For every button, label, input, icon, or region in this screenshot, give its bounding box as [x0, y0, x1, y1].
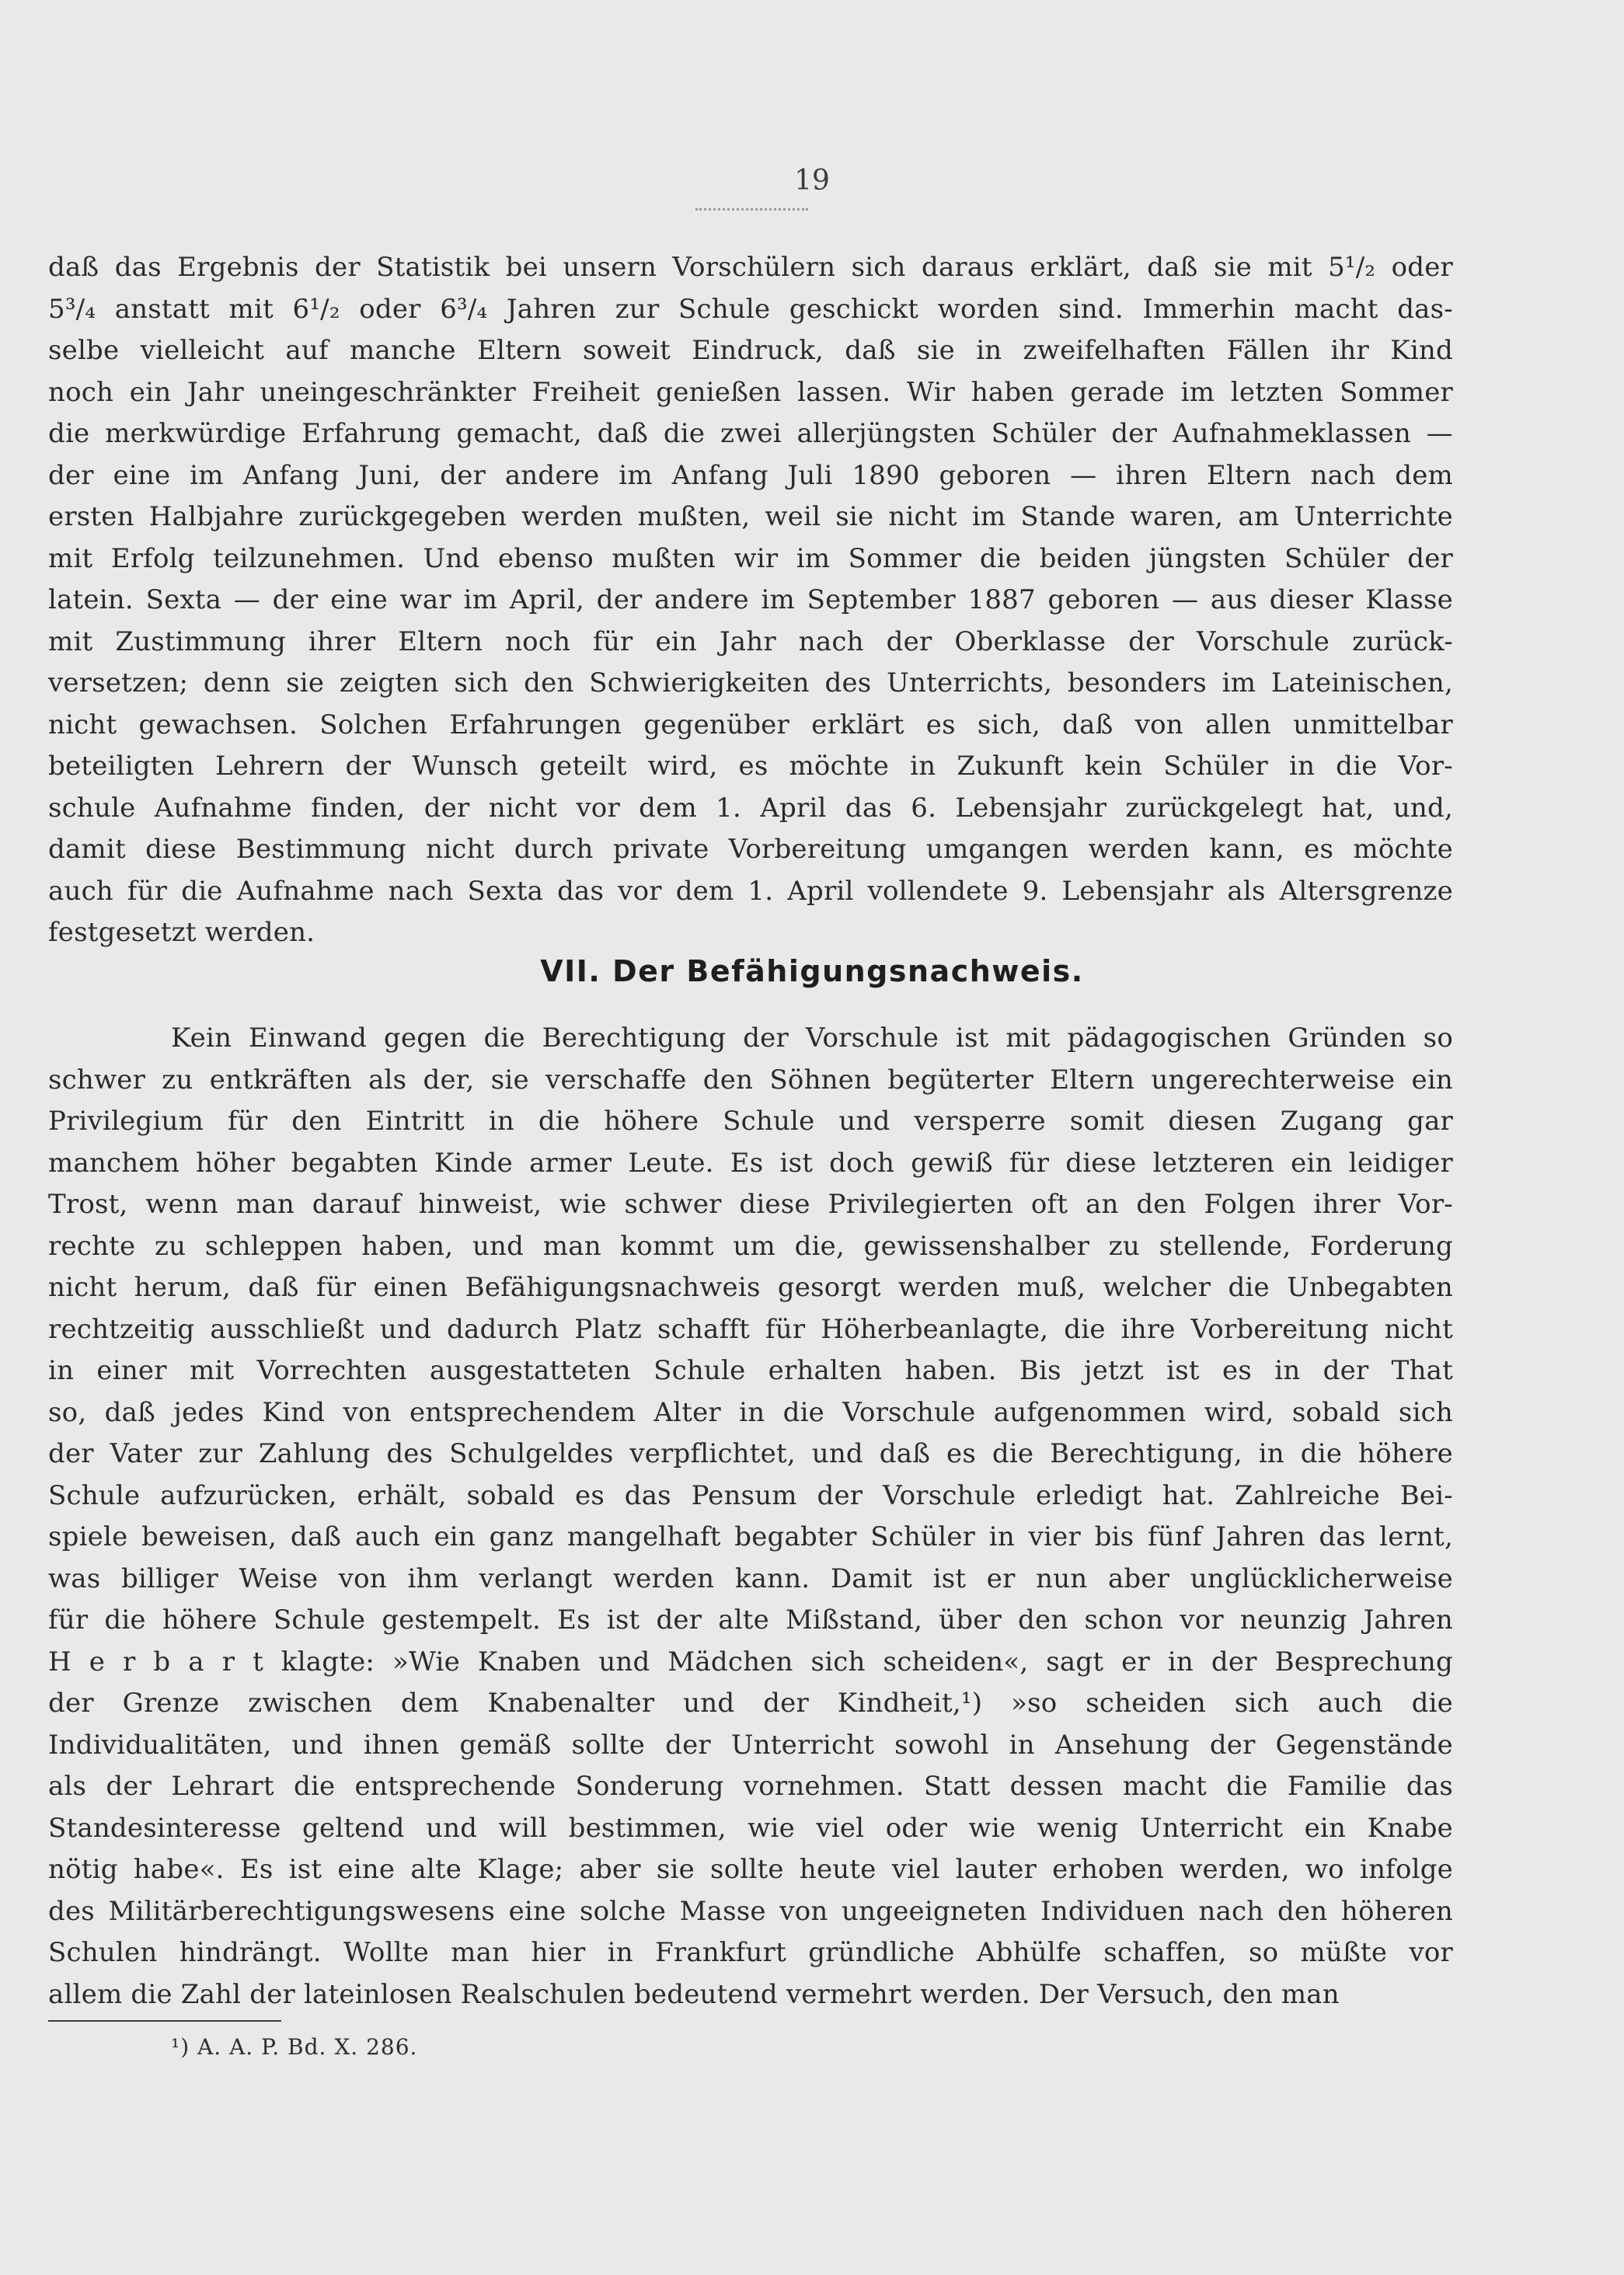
- text-line: versetzen; denn sie zeigten sich den Schwierigkeiten des Unterrichts, besonders im Lateinischen,: [48, 667, 1453, 699]
- text-line: in einer mit Vorrechten ausgestatteten Schule erhalten haben. Bis jetzt ist es in der That: [48, 1355, 1453, 1386]
- text-line: rechte zu schleppen haben, und man kommt um die, gewissenshalber zu stellende, Forderung: [48, 1230, 1453, 1262]
- text-line: allem die Zahl der lateinlosen Realschulen bedeutend vermehrt werden. Der Versuch, den man: [48, 1978, 1340, 2010]
- text-line: noch ein Jahr uneingeschränkter Freiheit genießen lassen. Wir haben gerade im letzten Sommer: [48, 376, 1453, 408]
- text-line: spiele beweisen, daß auch ein ganz mangelhaft begabter Schüler in vier bis fünf Jahren das lernt,: [48, 1521, 1453, 1552]
- text-line: Individualitäten, und ihnen gemäß sollte der Unterricht sowohl in Ansehung der Gegenstände: [48, 1729, 1453, 1761]
- text-line: nicht herum, daß für einen Befähigungsnachweis gesorgt werden muß, welcher die Unbegabten: [48, 1272, 1453, 1303]
- footnote-divider: [48, 2020, 281, 2022]
- text-line: schule Aufnahme finden, der nicht vor dem 1. April das 6. Lebensjahr zurückgelegt hat, und,: [48, 792, 1453, 824]
- footnote: ¹) A. A. P. Bd. X. 286.: [171, 2034, 418, 2060]
- text-line: mit Erfolg teilzunehmen. Und ebenso mußten wir im Sommer die beiden jüngsten Schüler der: [48, 542, 1453, 574]
- text-line: beteiligten Lehrern der Wunsch geteilt wird, es möchte in Zukunft kein Schüler in die Vor-: [48, 751, 1453, 782]
- paragraph-befaehigungsnachweis: [48, 1018, 1453, 2015]
- text-line: manchem höher begabten Kinde armer Leute. Es ist doch gewiß für diese letzteren ein leidiger: [48, 1147, 1453, 1179]
- text-line: nicht gewachsen. Solchen Erfahrungen gegenüber erklärt es sich, daß von allen unmittelbar: [48, 709, 1453, 740]
- text-line: Trost, wenn man darauf hinweist, wie schwer diese Privilegierten oft an den Folgen ihrer Vor-: [48, 1189, 1453, 1220]
- text-line: rechtzeitig ausschließt und dadurch Platz schafft für Höherbeanlagte, die ihre Vorbereitung nicht: [48, 1313, 1453, 1345]
- text-line: für die höhere Schule gestempelt. Es ist der alte Mißstand, über den schon vor neunzig Jahren: [48, 1604, 1453, 1636]
- text-line: der Vater zur Zahlung des Schulgeldes verpflichtet, und daß es die Berechtigung, in die höhere: [48, 1438, 1453, 1469]
- text-line: nötig habe«. Es ist eine alte Klage; aber sie sollte heute viel lauter erhoben werden, wo infolge: [48, 1854, 1453, 1885]
- text-line: Schule aufzurücken, erhält, sobald es das Pensum der Vorschule erledigt hat. Zahlreiche Bei-: [48, 1479, 1453, 1511]
- text-line: H e r b a r t klagte: »Wie Knaben und Mädchen sich scheiden«, sagt er in der Besprechung: [48, 1646, 1453, 1678]
- text-line: was billiger Weise von ihm verlangt werden kann. Damit ist er nun aber unglücklicherweise: [48, 1563, 1453, 1594]
- text-line: ersten Halbjahre zurückgegeben werden mußten, weil sie nicht im Stande waren, am Unterrichte: [48, 501, 1453, 532]
- text-line: latein. Sexta — der eine war im April, der andere im September 1887 geboren — aus dieser Klasse: [48, 584, 1453, 615]
- text-line: auch für die Aufnahme nach Sexta das vor dem 1. April vollendete 9. Lebensjahr als Altersgrenze: [48, 875, 1453, 907]
- text-line: Schulen hindrängt. Wollte man hier in Frankfurt gründliche Abhülfe schaffen, so müßte vor: [48, 1937, 1453, 1968]
- text-line: 5³/₄ anstatt mit 6¹/₂ oder 6³/₄ Jahren zur Schule geschickt worden sind. Immerhin macht das-: [48, 293, 1453, 325]
- text-line: schwer zu entkräften als der, sie verschaffe den Söhnen begüterter Eltern ungerechterweise ein: [48, 1064, 1453, 1096]
- paragraph-intro: [48, 247, 1453, 954]
- text-line: Privilegium für den Eintritt in die höhere Schule und versperre somit diesen Zugang gar: [48, 1106, 1453, 1137]
- section-heading: VII. Der Befähigungsnachweis.: [540, 954, 1084, 988]
- text-line: des Militärberechtigungswesens eine solche Masse von ungeeigneten Individuen nach den höheren: [48, 1895, 1453, 1927]
- text-line: festgesetzt werden.: [48, 917, 315, 948]
- text-line: so, daß jedes Kind von entsprechendem Alter in die Vorschule aufgenommen wird, sobald sich: [48, 1396, 1453, 1428]
- text-line: als der Lehrart die entsprechende Sonderung vornehmen. Statt dessen macht die Familie das: [48, 1771, 1453, 1802]
- text-line: selbe vielleicht auf manche Eltern soweit Eindruck, daß sie in zweifelhaften Fällen ihr Kind: [48, 335, 1453, 366]
- text-line: der Grenze zwischen dem Knabenalter und der Kindheit,¹) »so scheiden sich auch die: [48, 1688, 1453, 1719]
- text-line: die merkwürdige Erfahrung gemacht, daß die zwei allerjüngsten Schüler der Aufnahmeklassen —: [48, 418, 1453, 449]
- page-number-ornament: [695, 204, 808, 211]
- text-line: der eine im Anfang Juni, der andere im Anfang Juli 1890 geboren — ihren Eltern nach dem: [48, 459, 1453, 491]
- text-line: daß das Ergebnis der Statistik bei unsern Vorschülern sich daraus erklärt, daß sie mit 5¹/₂ oder: [48, 252, 1453, 283]
- text-line: mit Zustimmung ihrer Eltern noch für ein Jahr nach der Oberklasse der Vorschule zurück-: [48, 625, 1453, 657]
- page-number: 19: [794, 165, 830, 197]
- text-line: damit diese Bestimmung nicht durch private Vorbereitung umgangen werden kann, es möchte: [48, 834, 1453, 865]
- text-line: Kein Einwand gegen die Berechtigung der Vorschule ist mit pädagogischen Gründen so: [171, 1023, 1453, 1054]
- text-line: Standesinteresse geltend und will bestimmen, wie viel oder wie wenig Unterricht ein Knabe: [48, 1812, 1453, 1844]
